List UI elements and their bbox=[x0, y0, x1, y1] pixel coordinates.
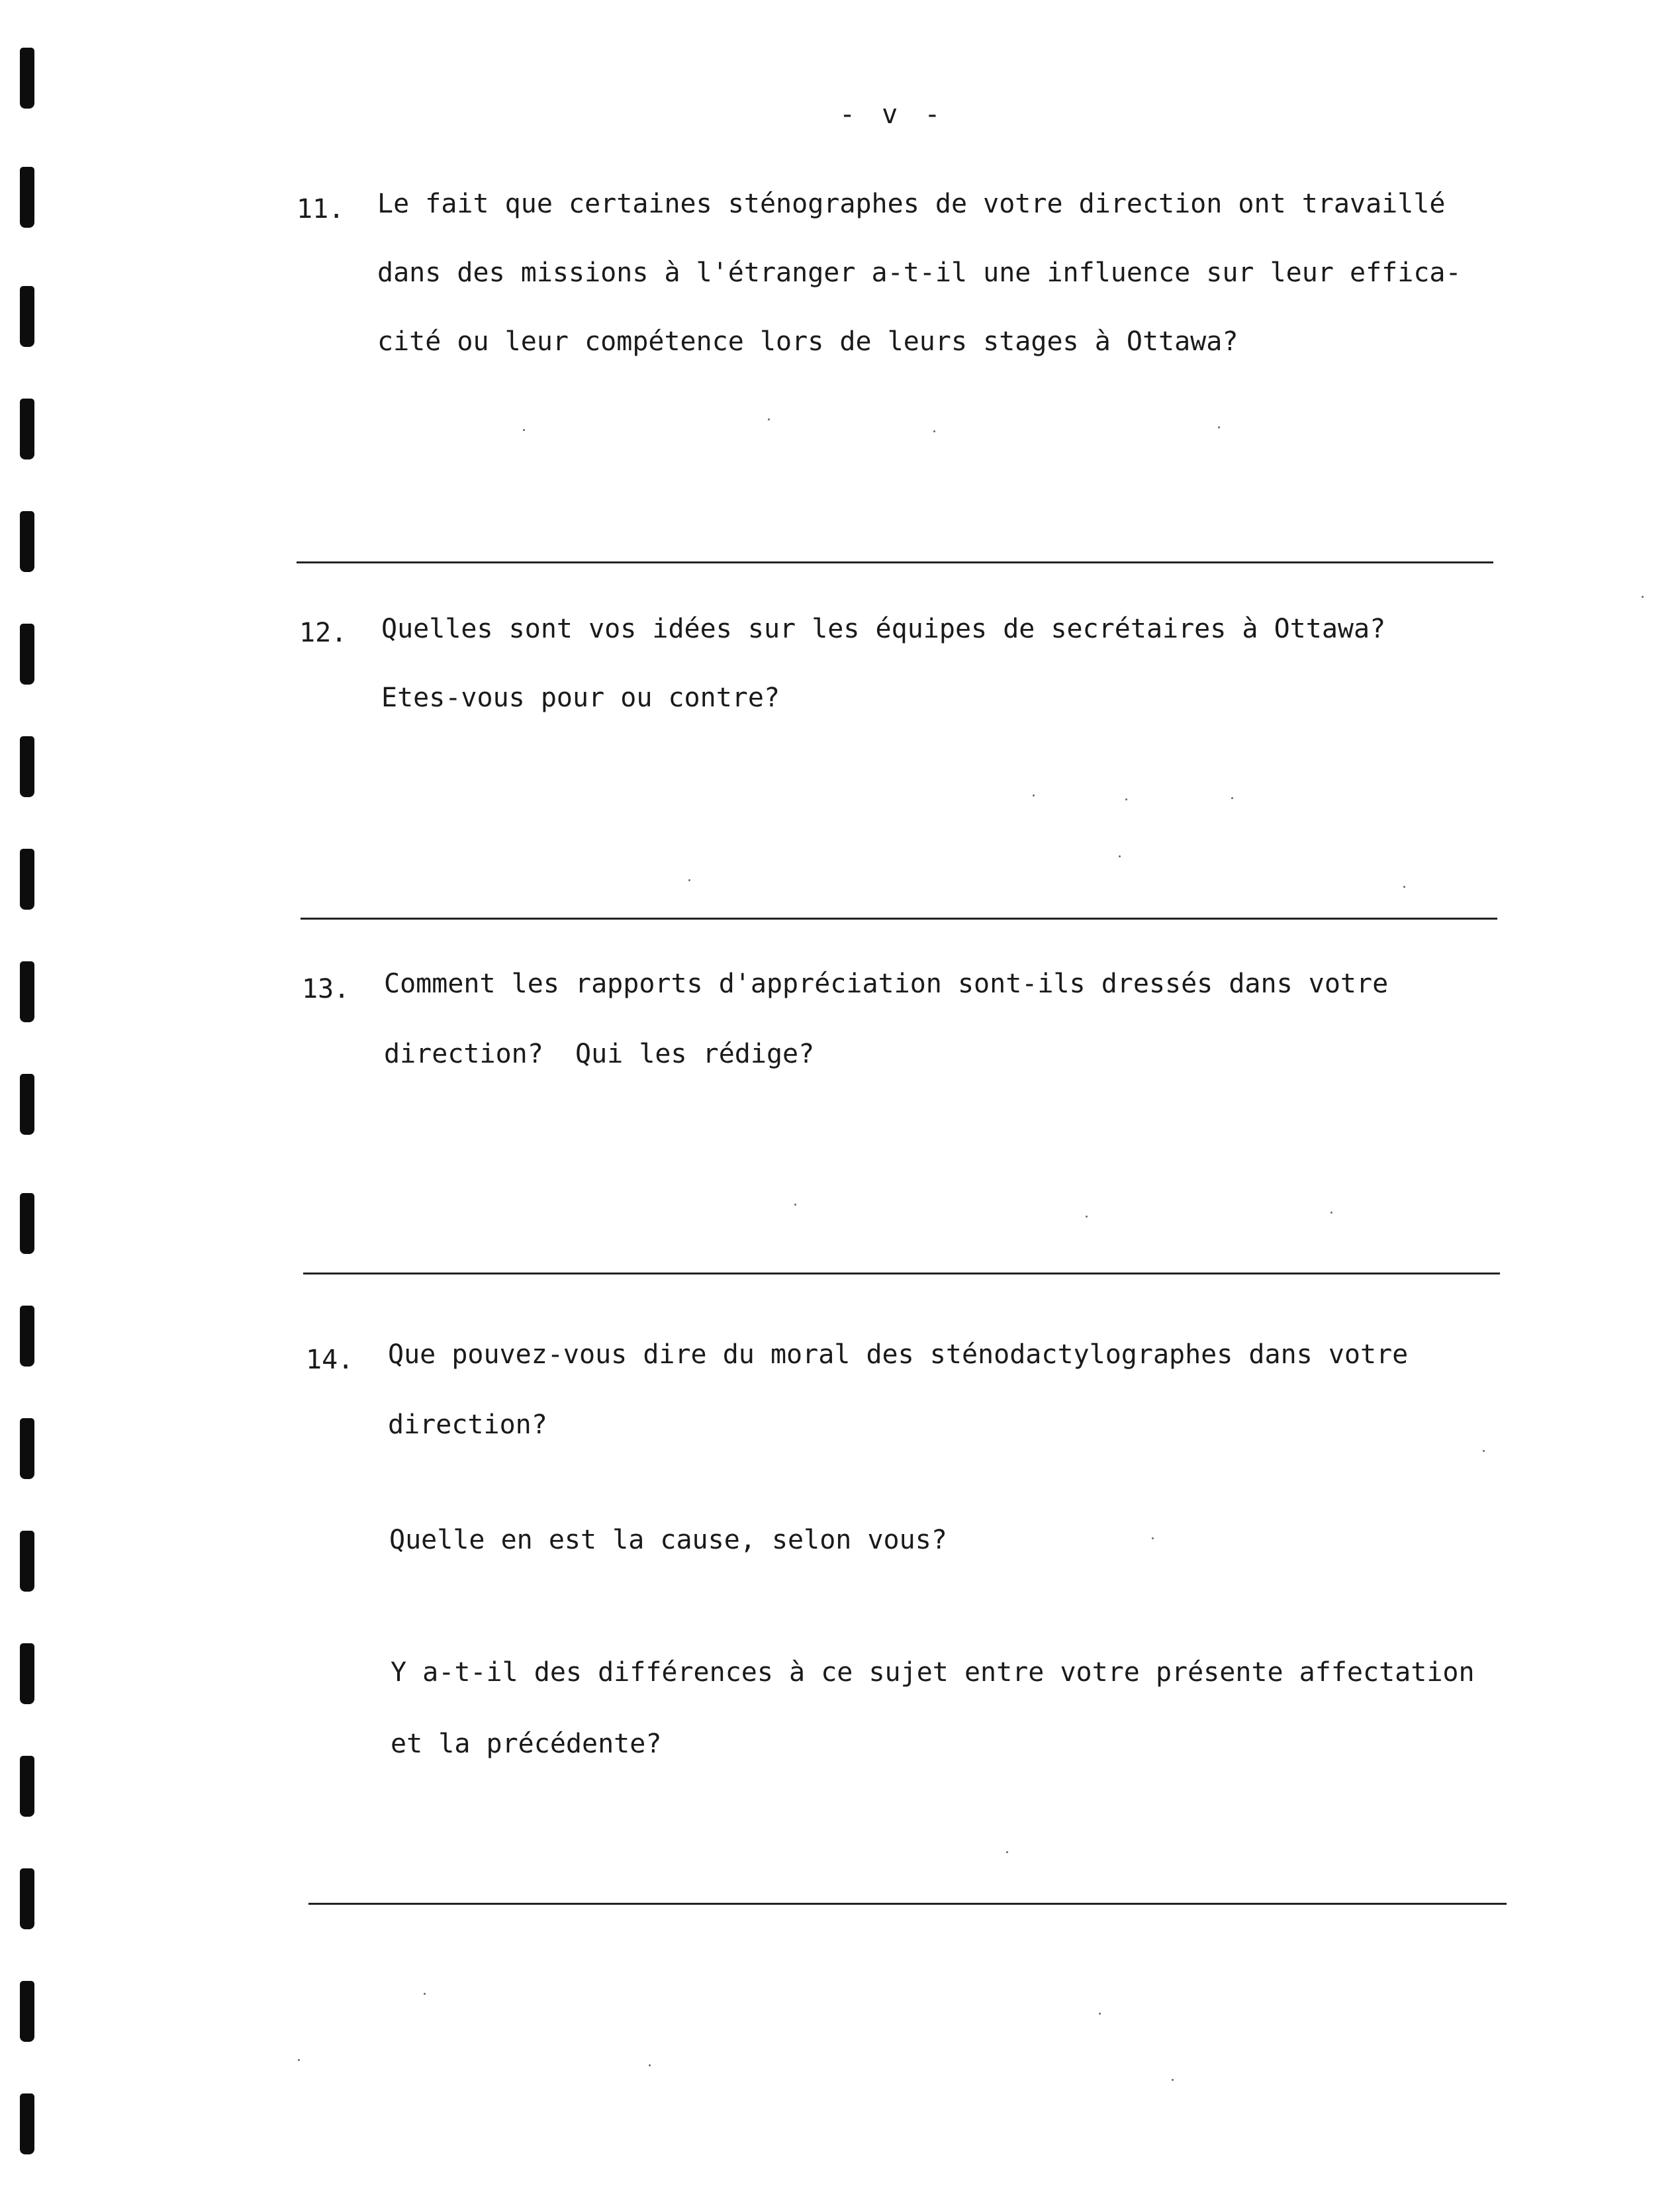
scan-speck bbox=[1483, 1450, 1485, 1452]
binder-hole bbox=[20, 2093, 34, 2154]
binder-hole bbox=[20, 624, 34, 685]
binder-hole bbox=[20, 1868, 34, 1929]
question-text-line: Y a-t-il des différences à ce sujet entre votre présente affectation bbox=[391, 1657, 1475, 1688]
scan-speck bbox=[688, 879, 690, 881]
binder-hole bbox=[20, 1418, 34, 1479]
question-text-line: Quelle en est la cause, selon vous? bbox=[389, 1525, 947, 1555]
scan-speck bbox=[1218, 426, 1220, 428]
question-text-line: direction? Qui les rédige? bbox=[384, 1039, 815, 1069]
binder-hole bbox=[20, 1756, 34, 1817]
scan-speck bbox=[1086, 1216, 1088, 1218]
binder-hole bbox=[20, 1193, 34, 1254]
page-number: - v - bbox=[839, 99, 946, 130]
binder-hole bbox=[20, 48, 34, 109]
question-number: 13. bbox=[302, 974, 350, 1004]
binder-hole bbox=[20, 399, 34, 459]
question-number: 11. bbox=[297, 194, 345, 224]
scan-speck bbox=[649, 2064, 651, 2066]
binder-hole bbox=[20, 1531, 34, 1592]
question-text-line: Que pouvez-vous dire du moral des sténodactylographes dans votre bbox=[388, 1339, 1409, 1370]
question-text-line: Quelles sont vos idées sur les équipes de secrétaires à Ottawa? bbox=[381, 614, 1386, 644]
binder-hole bbox=[20, 1643, 34, 1704]
scan-speck bbox=[523, 429, 525, 431]
scan-speck bbox=[1172, 2079, 1174, 2081]
scan-speck bbox=[1119, 855, 1121, 857]
scan-speck bbox=[1006, 1851, 1008, 1853]
question-text-line: cité ou leur compétence lors de leurs stages à Ottawa? bbox=[377, 326, 1238, 357]
binder-hole bbox=[20, 849, 34, 910]
scan-speck bbox=[933, 430, 935, 432]
answer-separator-line bbox=[297, 561, 1493, 563]
binder-hole bbox=[20, 286, 34, 347]
question-text-line: Le fait que certaines sténographes de votre direction ont travaillé bbox=[377, 189, 1446, 219]
scan-speck bbox=[298, 2059, 300, 2061]
question-text-line: et la précédente? bbox=[391, 1729, 662, 1759]
binder-hole bbox=[20, 167, 34, 228]
scan-speck bbox=[1033, 794, 1035, 796]
scan-speck bbox=[1099, 2013, 1101, 2015]
scan-speck bbox=[1125, 798, 1127, 800]
scan-speck bbox=[424, 1993, 426, 1995]
binder-hole bbox=[20, 736, 34, 797]
question-number: 12. bbox=[299, 618, 348, 648]
binder-hole bbox=[20, 1981, 34, 2042]
binder-hole bbox=[20, 511, 34, 572]
scan-speck bbox=[1231, 797, 1233, 799]
question-text-line: direction? bbox=[388, 1410, 547, 1440]
question-text-line: Comment les rapports d'appréciation sont-ils dressés dans votre bbox=[384, 969, 1389, 999]
scan-speck bbox=[1403, 886, 1405, 888]
binder-hole bbox=[20, 961, 34, 1022]
answer-separator-line bbox=[303, 1273, 1500, 1274]
scan-speck bbox=[768, 418, 770, 420]
answer-separator-line bbox=[301, 918, 1497, 920]
question-text-line: Etes-vous pour ou contre? bbox=[381, 683, 780, 713]
scan-speck bbox=[1330, 1212, 1332, 1214]
binder-hole bbox=[20, 1074, 34, 1135]
question-text-line: dans des missions à l'étranger a-t-il une influence sur leur effica- bbox=[377, 258, 1462, 288]
scan-speck bbox=[794, 1204, 796, 1206]
binder-hole bbox=[20, 1306, 34, 1367]
scan-speck bbox=[1152, 1537, 1154, 1539]
scan-speck bbox=[1642, 596, 1644, 598]
answer-separator-line bbox=[308, 1903, 1507, 1905]
question-number: 14. bbox=[306, 1345, 354, 1375]
